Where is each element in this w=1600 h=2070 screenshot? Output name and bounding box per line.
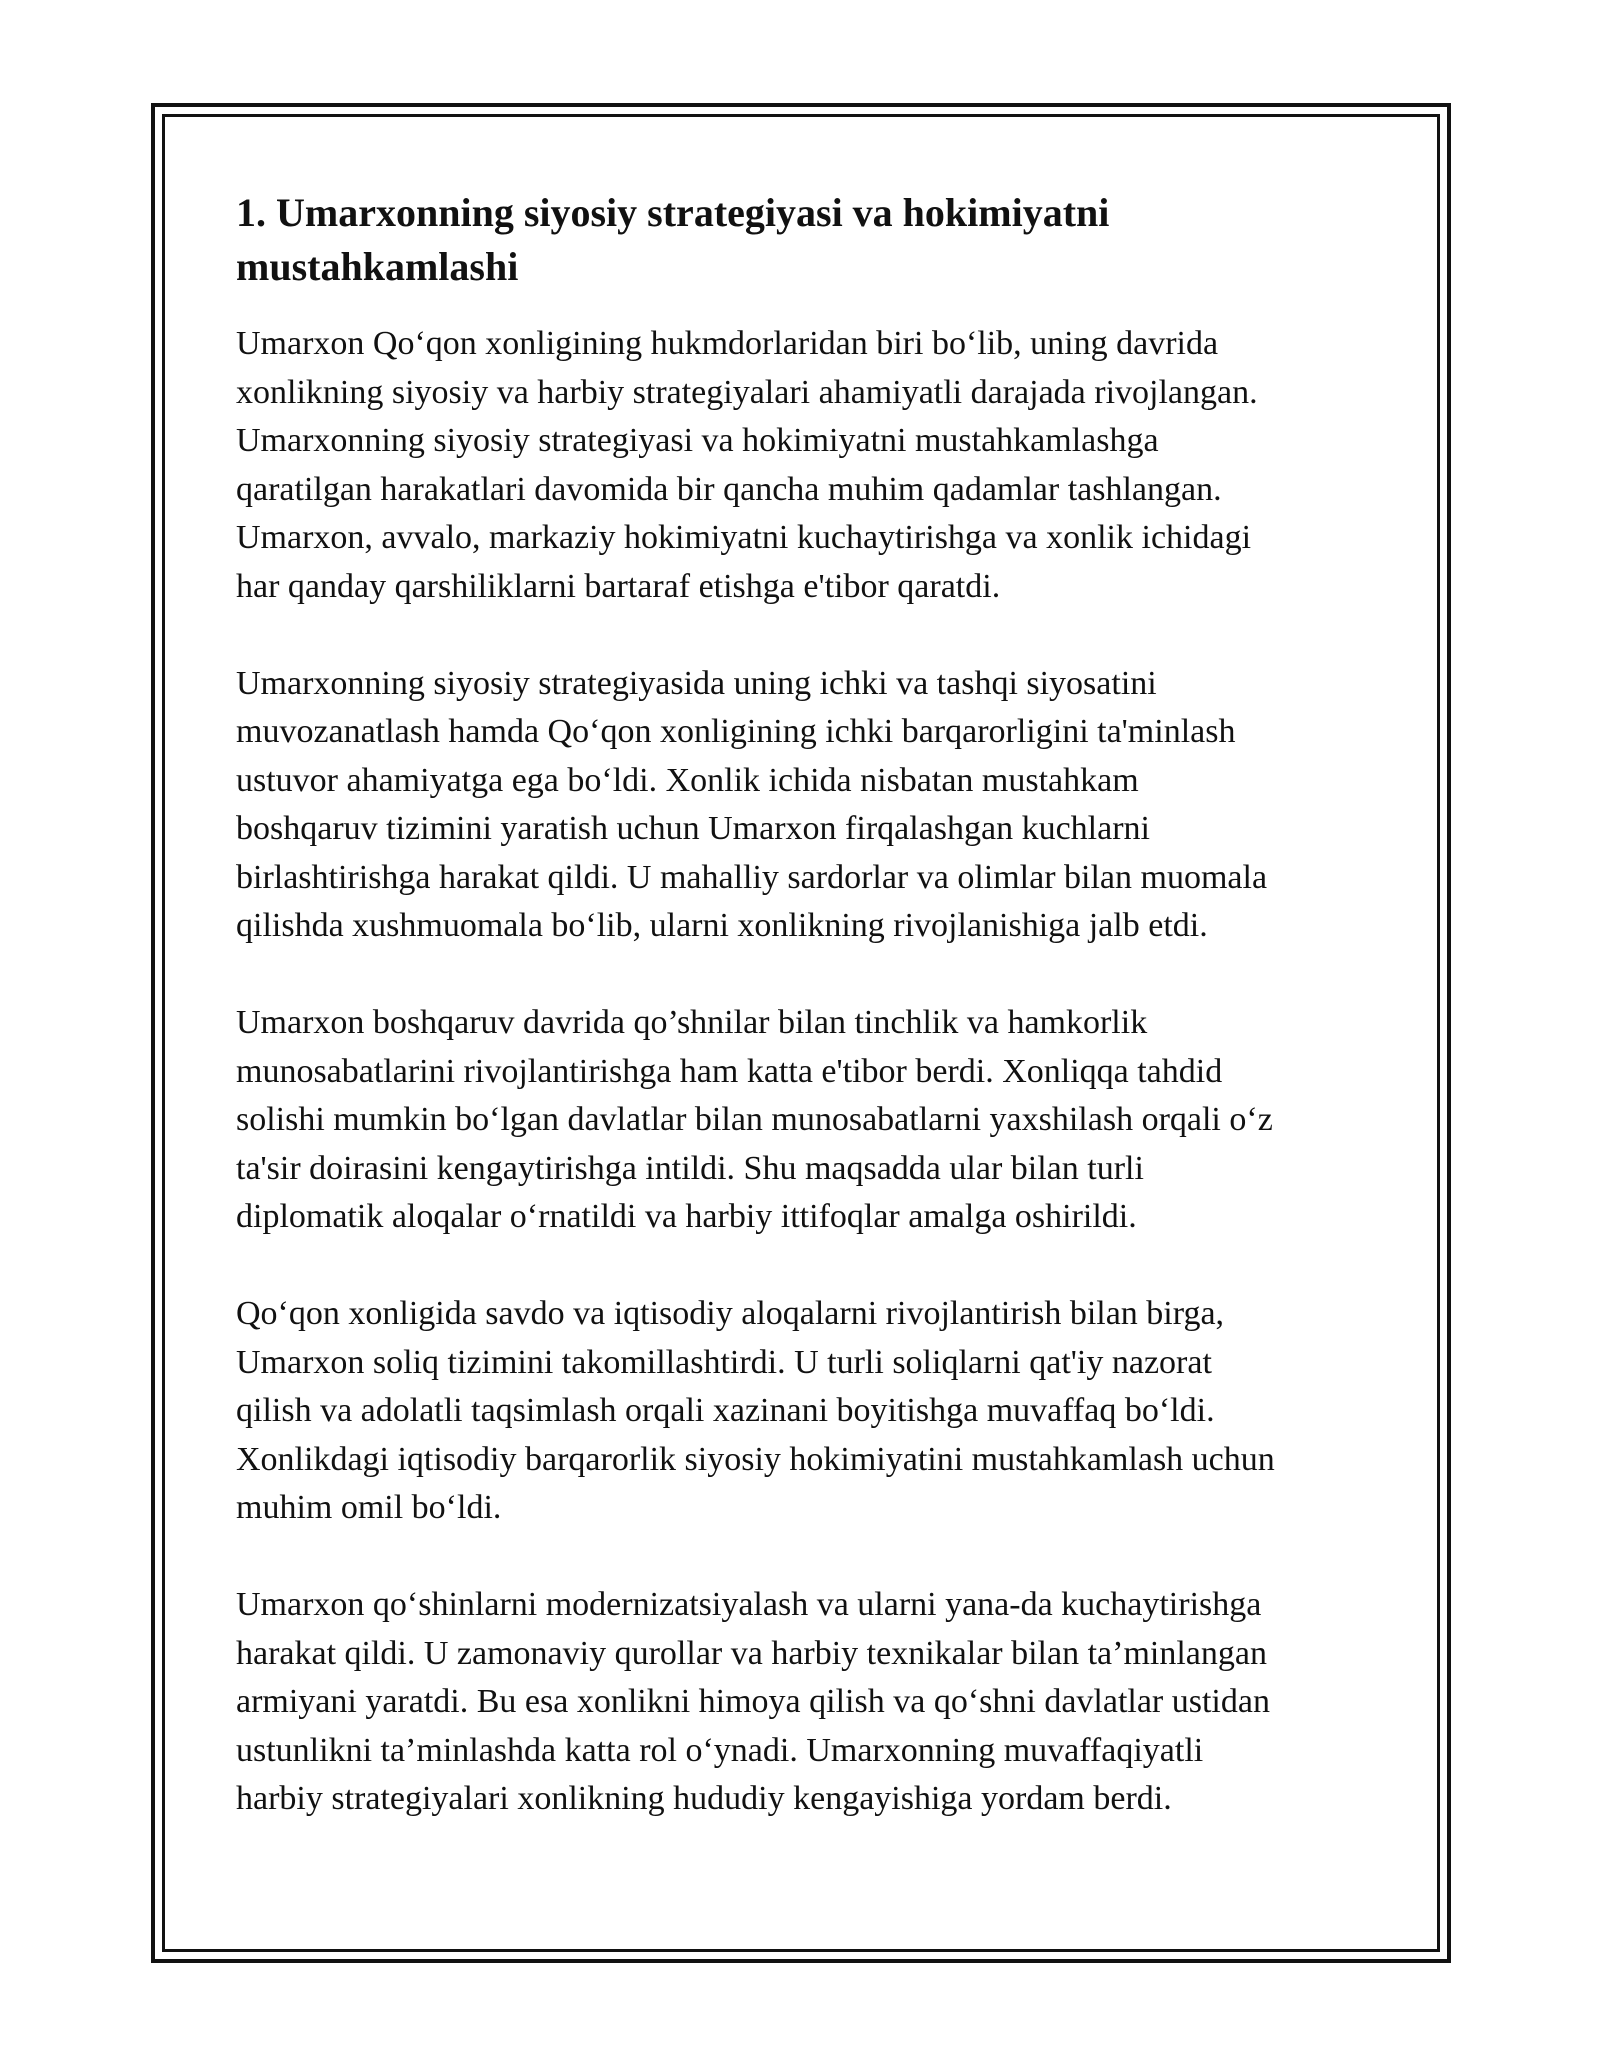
heading-line: mustahkamlashi [236,244,519,289]
text-line: Umarxon Qo‘qon xonligining hukmdorlaridan biri bo‘lib, uning davrida [236,325,1219,362]
section-heading [236,186,1376,294]
paragraph-3 [236,999,1376,1242]
document-body [236,186,1376,1872]
text-line: Umarxonning siyosiy strategiyasida uning ichki va tashqi siyosatini [236,664,1157,702]
text-line: Umarxon qo‘shinlarni modernizatsiyalash va ularni yana-da kuchaytirishga [236,1586,1262,1623]
text-line: munosabatlarini rivojlantirishga ham katta e'tibor berdi. Xonliqqa tahdid [236,1052,1223,1090]
text-line: ta'sir doirasini kengaytirishga intildi. Shu maqsadda ular bilan turli [236,1149,1144,1187]
paragraph-2 [236,660,1376,951]
text-line: qaratilgan harakatlari davomida bir qancha muhim qadamlar tashlangan. [236,470,1222,508]
text-line: xonlikning siyosiy va harbiy strategiyalari ahamiyatli darajada rivojlangan. [236,373,1258,411]
text-line: Xonlikdagi iqtisodiy barqarorlik siyosiy hokimiyatini mustahkamlash uchun [236,1440,1275,1478]
text-line: Umarxonning siyosiy strategiyasi va hokimiyatni mustahkamlashga [236,422,1159,459]
text-line: qilishda xushmuomala bo‘lib, ularni xonlikning rivojlanishiga jalb etdi. [236,907,1208,944]
text-line: Umarxon boshqaruv davrida qo’shnilar bilan tinchlik va hamkorlik [236,1004,1148,1041]
heading-line: 1. Umarxonning siyosiy strategiyasi va hokimiyatni [236,190,1110,235]
text-line: boshqaruv tizimini yaratish uchun Umarxon firqalashgan kuchlarni [236,810,1150,847]
text-line: solishi mumkin bo‘lgan davlatlar bilan munosabatlarni yaxshilash orqali o‘z [236,1101,1273,1138]
paragraph-5 [236,1581,1376,1824]
paragraph-1 [236,320,1376,611]
text-line: Umarxon, avvalo, markaziy hokimiyatni kuchaytirishga va xonlik ichidagi [236,519,1252,556]
text-line: armiyani yaratdi. Bu esa xonlikni himoya qilish va qo‘shni davlatlar ustidan [236,1683,1270,1720]
text-line: harbiy strategiyalari xonlikning hududiy kengayishiga yordam berdi. [236,1780,1172,1817]
text-line: diplomatik aloqalar o‘rnatildi va harbiy ittifoqlar amalga oshirildi. [236,1198,1137,1235]
text-line: qilish va adolatli taqsimlash orqali xazinani boyitishga muvaffaq bo‘ldi. [236,1392,1215,1429]
text-line: birlashtirishga harakat qildi. U mahalliy sardorlar va olimlar bilan muomala [236,858,1268,896]
text-line: muhim omil bo‘ldi. [236,1489,502,1526]
text-line: muvozanatlash hamda Qo‘qon xonligining ichki barqarorligini ta'minlash [236,713,1236,750]
text-line: Qo‘qon xonligida savdo va iqtisodiy aloqalarni rivojlantirish bilan birga, [236,1295,1225,1332]
text-line: ustuvor ahamiyatga ega bo‘ldi. Xonlik ichida nisbatan mustahkam [236,761,1139,799]
text-line: ustunlikni ta’minlashda katta rol o‘ynadi. Umarxonning muvaffaqiyatli [236,1731,1204,1769]
text-line: harakat qildi. U zamonaviy qurollar va harbiy texnikalar bilan ta’minlangan [236,1634,1267,1672]
paragraph-4 [236,1290,1376,1533]
text-line: har qanday qarshiliklarni bartaraf etishga e'tibor qaratdi. [236,567,1001,605]
text-line: Umarxon soliq tizimini takomillashtirdi. U turli soliqlarni qat'iy nazorat [236,1343,1212,1381]
